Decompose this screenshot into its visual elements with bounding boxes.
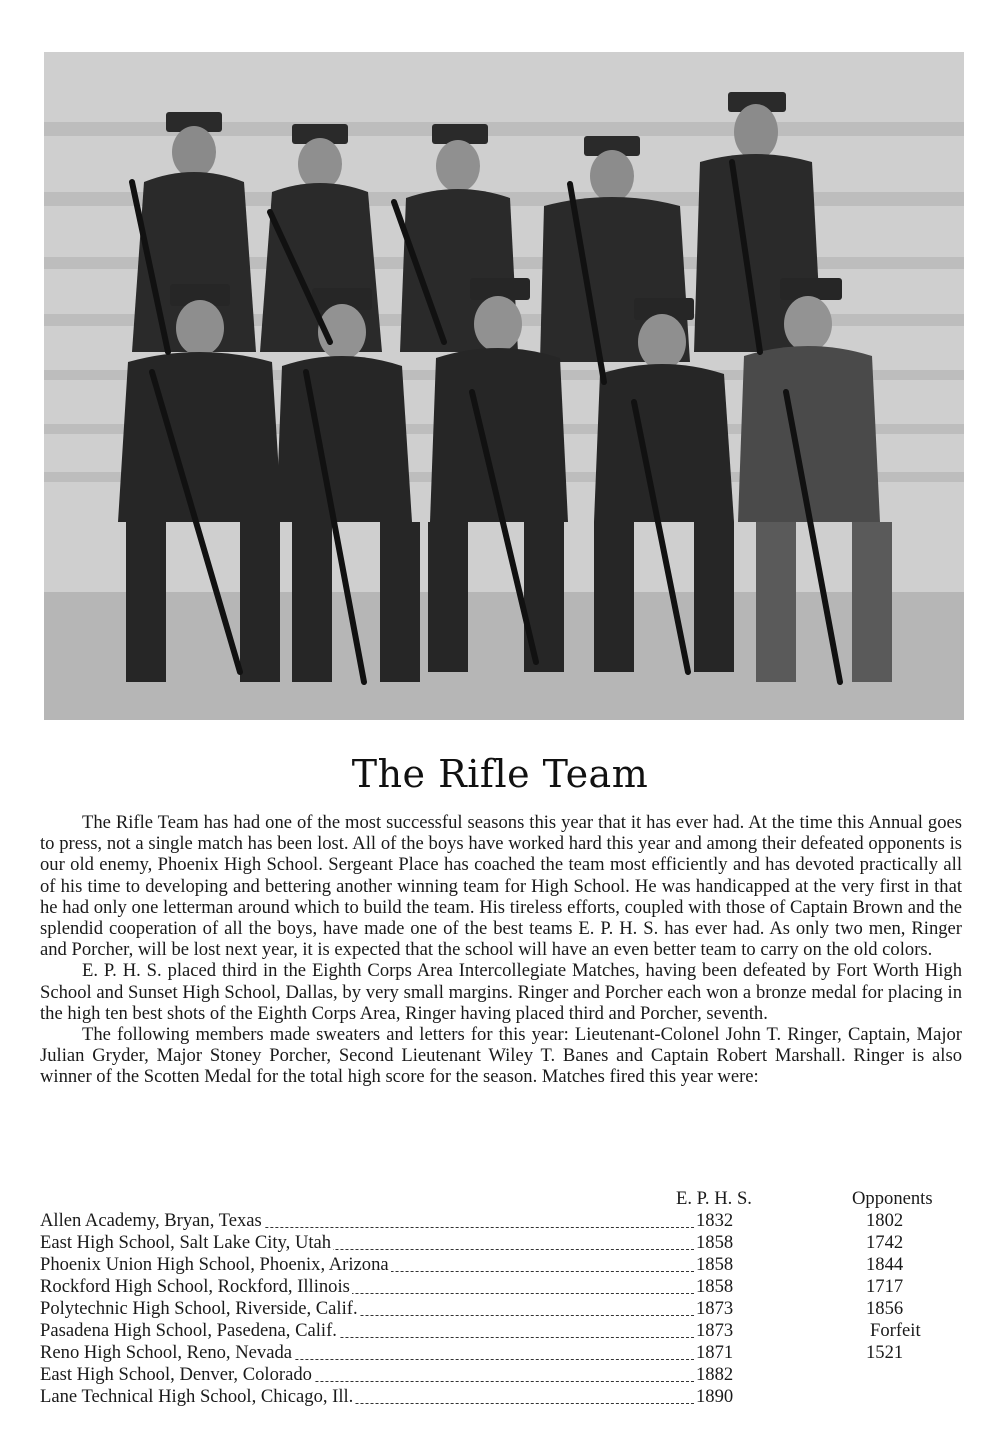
article-paragraph: The following members made sweaters and letters for this year: Lieutenant-Colonel John T. Ringer, Captain, Major Julian Gryder, Major Stoney Porcher, Second Lieutenant Wiley T. Banes and Captain Robert Marshall. Ringer is also winner of the Scotten Medal for the total high score for the season. Matches fired this year were: [40,1024,962,1088]
match-ephs-score: 1873 [696,1298,734,1319]
match-school: East High School, Salt Lake City, Utah [40,1232,332,1253]
team-photo-illustration [44,52,964,720]
match-ephs-score: 1871 [696,1342,734,1363]
match-opponent-score: 1844 [866,1254,904,1275]
match-opponent-score: 1742 [866,1232,904,1253]
matches-table [40,1210,962,1408]
article-body [40,812,962,1088]
match-ephs-score: 1882 [696,1364,734,1385]
column-header-opponents: Opponents [852,1188,933,1209]
match-row [40,1386,962,1408]
match-school: Rockford High School, Rockford, Illinois [40,1276,350,1297]
match-school: Lane Technical High School, Chicago, Ill. [40,1386,354,1407]
match-school: Phoenix Union High School, Phoenix, Arizona [40,1254,389,1275]
match-ephs-score: 1858 [696,1254,734,1275]
match-school: Reno High School, Reno, Nevada [40,1342,293,1363]
page-title: The Rifle Team [351,752,649,796]
match-opponent-score: 1802 [866,1210,904,1231]
rifle-team-photo [44,52,964,720]
match-ephs-score: 1890 [696,1386,734,1407]
match-school: East High School, Denver, Colorado [40,1364,312,1385]
match-opponent-score: 1856 [866,1298,904,1319]
article-paragraph: E. P. H. S. placed third in the Eighth Corps Area Intercollegiate Matches, having been defeated by Fort Worth High School and Sunset High School, Dallas, by very small margins. Ringer and Porcher each won a bronze medal for placing in the high ten best shots of the Eighth Corps Area, Ringer having placed third and Porcher, seventh. [40,960,962,1024]
match-ephs-score: 1858 [696,1232,734,1253]
match-school: Allen Academy, Bryan, Texas [40,1210,262,1231]
column-header-ephs: E. P. H. S. [676,1188,752,1209]
match-school: Pasadena High School, Pasedena, Calif. [40,1320,337,1341]
match-school: Polytechnic High School, Riverside, Calif. [40,1298,358,1319]
match-ephs-score: 1858 [696,1276,734,1297]
match-opponent-score: 1717 [866,1276,904,1297]
article-paragraph: The Rifle Team has had one of the most successful seasons this year that it has ever had. At the time this Annual goes to press, not a single match has been lost. All of the boys have worked hard this year and among their defeated opponents is our old enemy, Phoenix High School. Sergeant Place has coached the team most efficiently and has devoted practically all of his time to developing and bettering another winning team for High School. He was handicapped at the very first in that he had only one letterman around which to build the team. His tireless efforts, coupled with those of Captain Brown and the splendid cooperation of all the boys, have made one of the best teams E. P. H. S. has ever had. As only two men, Ringer and Porcher, will be lost next year, it is expected that the school will have an even better team to carry on the old colors. [40,812,962,961]
match-opponent-score: Forfeit [870,1320,921,1341]
match-ephs-score: 1873 [696,1320,734,1341]
match-opponent-score: 1521 [866,1342,904,1363]
match-ephs-score: 1832 [696,1210,734,1231]
